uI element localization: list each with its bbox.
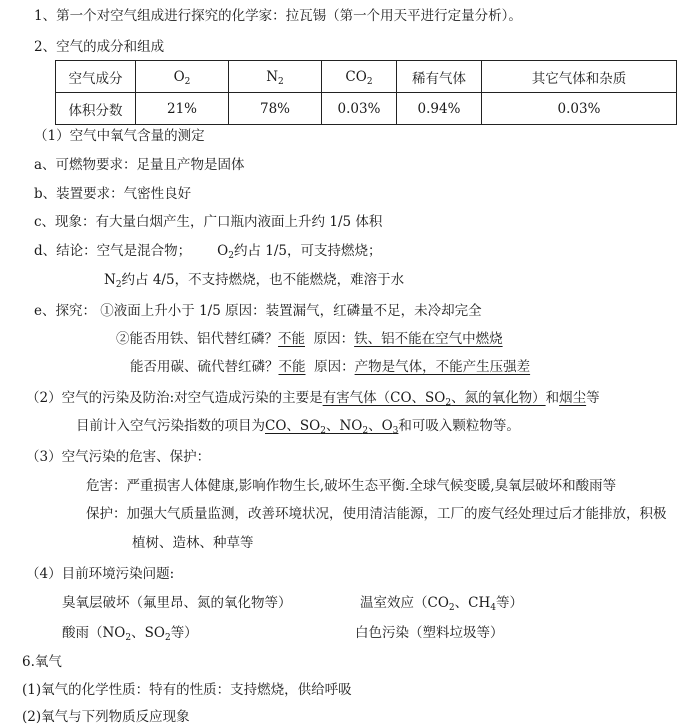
table-row	[56, 61, 677, 93]
line-protection: 保护：加强大气质量监测，改善环境状况，使用清洁能源，工厂的废气经处理过后才能排放，积极	[86, 506, 667, 522]
line-e-iron-aluminum: ②能否用铁、铝代替红磷？不能 原因：铁、铝不能在空气中燃烧	[116, 331, 503, 347]
item-greenhouse-effect: 温室效应（$CO_2$、$CH_4$等）	[360, 595, 523, 613]
line-pollution: （2）空气的污染及防治:对空气造成污染的主要是有害气体（CO、$SO_2$、氮的氧化物）和烟尘等	[26, 390, 600, 408]
item-white-pollution: 白色污染（塑料垃圾等）	[355, 625, 504, 641]
table-cell: 21%	[136, 93, 229, 125]
table-cell: $N_2$	[229, 61, 322, 93]
table-cell: $CO_2$	[322, 61, 397, 93]
heading-environment-issues: （4）目前环境污染问题:	[26, 566, 175, 582]
line-c: c、现象：有大量白烟产生，广口瓶内液面上升约 1/5 体积	[34, 214, 383, 230]
table-cell: 空气成分	[56, 61, 136, 93]
line-protection-cont: 植树、造林、种草等	[132, 535, 254, 551]
table-cell: 其它气体和杂质	[482, 61, 677, 93]
table-cell: 稀有气体	[397, 61, 482, 93]
line-first-chemist: 1、第一个对空气组成进行探究的化学家：拉瓦锡（第一个用天平进行定量分析）。	[34, 8, 522, 24]
line-d-nitrogen: $N_2$约占 4/5，不支持燃烧，也不能燃烧，难溶于水	[104, 272, 405, 290]
table-cell: 0.94%	[397, 93, 482, 125]
line-oxygen-reactions: (2)氧气与下列物质反应现象	[22, 709, 190, 725]
heading-oxygen: 6.氧气	[22, 654, 62, 670]
line-d-conclusion: d、结论：空气是混合物； $O_2$约占 1/5，可支持燃烧；	[34, 243, 382, 261]
line-harm: 危害：严重损害人体健康,影响作物生长,破坏生态平衡.全球气候变暖,臭氧层破坏和酸雨等	[86, 478, 617, 494]
heading-air-composition: 2、空气的成分和组成	[34, 39, 165, 55]
item-ozone-depletion: 臭氧层破坏（氟里昂、氮的氧化物等）	[62, 595, 292, 611]
table-cell: 78%	[229, 93, 322, 125]
table-cell: $O_2$	[136, 61, 229, 93]
table-row	[56, 93, 677, 125]
table-cell: 0.03%	[322, 93, 397, 125]
table-cell: 体积分数	[56, 93, 136, 125]
line-pollution-index: 目前计入空气污染指数的项目为CO、$SO_2$、$NO_2$、$O_3$和可吸入颗粒物等。	[76, 418, 520, 436]
air-composition-table	[55, 60, 677, 125]
line-a: a、可燃物要求：足量且产物是固体	[34, 157, 245, 173]
line-oxygen-properties: (1)氧气的化学性质：特有的性质：支持燃烧，供给呼吸	[22, 682, 352, 698]
table-cell: 0.03%	[482, 93, 677, 125]
line-e-explore: e、探究： ①液面上升小于 1/5 原因：装置漏气，红磷量不足，未冷却完全	[34, 303, 482, 319]
line-b: b、装置要求：气密性良好	[34, 186, 192, 202]
heading-oxygen-measurement: （1）空气中氧气含量的测定	[34, 128, 205, 144]
heading-pollution-harm: （3）空气污染的危害、保护：	[26, 449, 211, 465]
line-e-carbon-sulfur: 能否用碳、硫代替红磷？不能 原因：产物是气体，不能产生压强差	[130, 359, 531, 375]
item-acid-rain: 酸雨（$NO_2$、$SO_2$等）	[62, 625, 198, 643]
